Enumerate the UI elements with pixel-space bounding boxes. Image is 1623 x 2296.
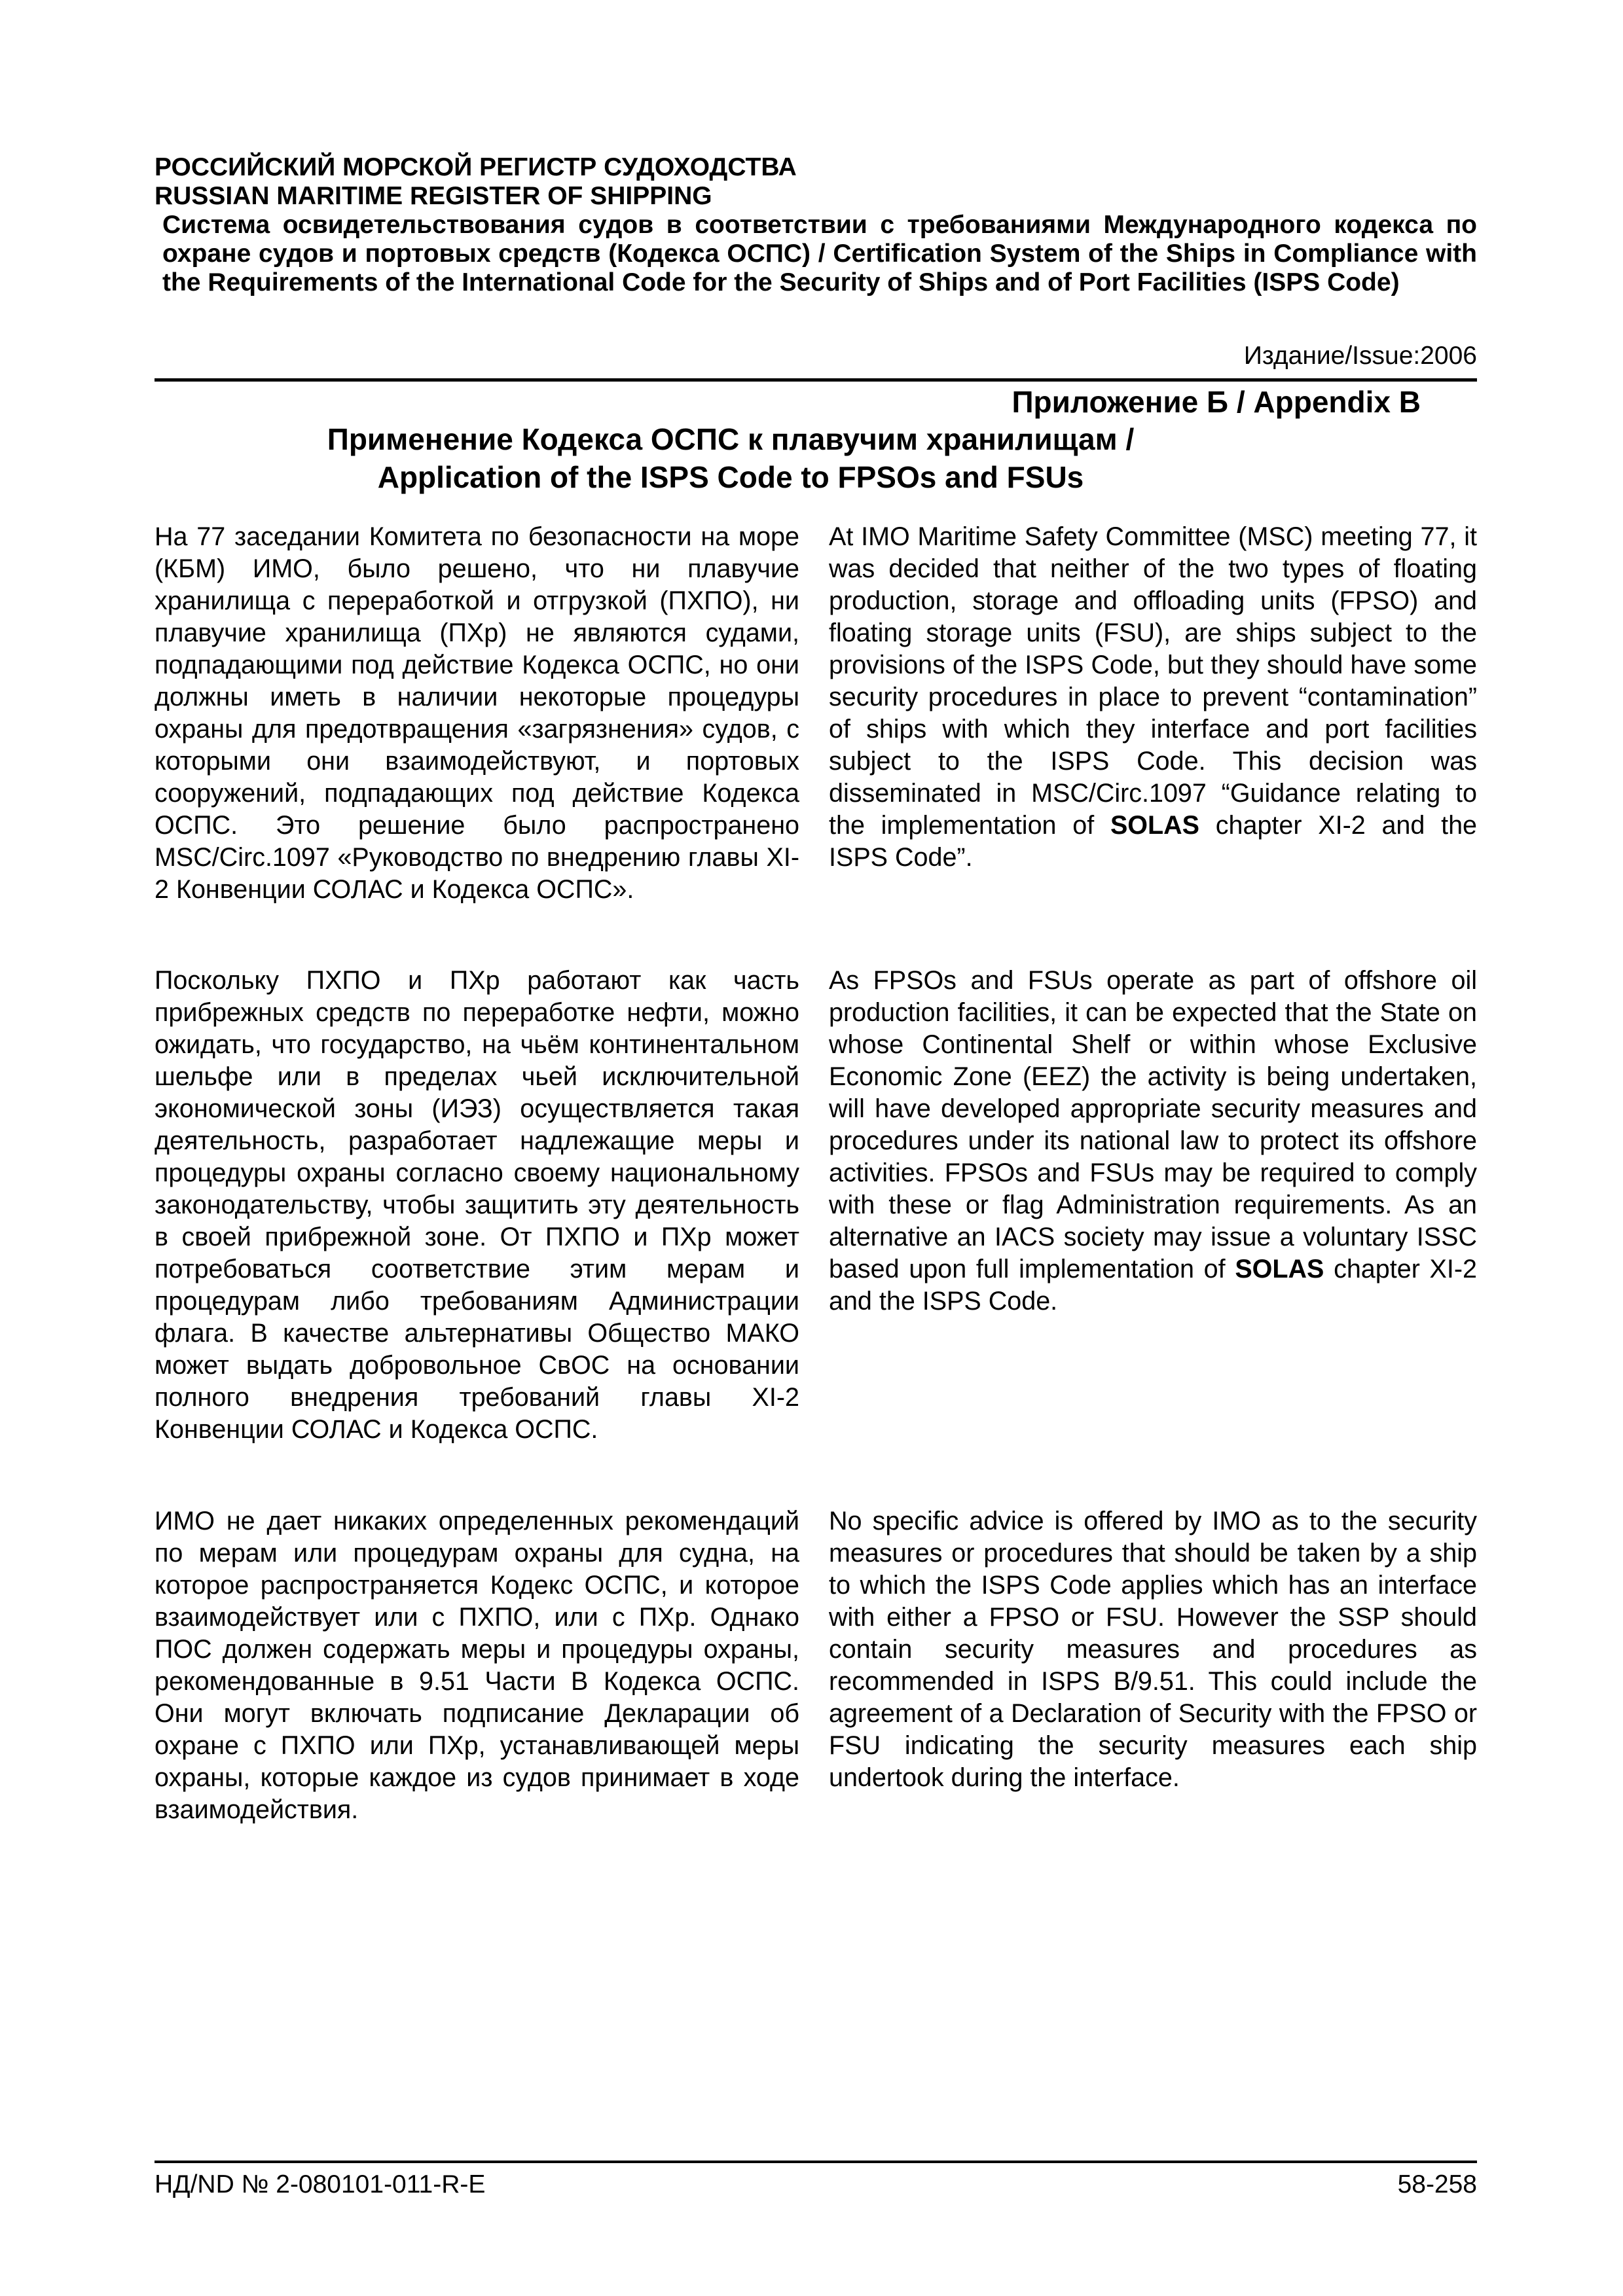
section-title-line-2: Application of the ISPS Code to FPSOs and FSUs [377,460,1084,494]
en-paragraph-2-text-a: As FPSOs and FSUs operate as part of offshore oil production facilities, it can be expected that the State on whose Continental Shelf or within whose Exclusive Economic Zone (EEZ) the activity is being undertaken, will have developed appropriate security measures and procedures under its national law to protect its offshore activities. FPSOs and FSUs may be required to comply with these or flag Administration requirements. As an alternative an IACS society may issue a voluntary ISSC based upon full implementation of [829,966,1477,1283]
ru-paragraph-3: ИМО не дает никаких определенных рекомендаций по мерам или процедурам охраны для судна, на которое распространяется Кодекс ОСПС, и которое взаимодействует или с ПХПО, или с ПХр. Однако ПОС должен содержать меры и процедуры охраны, рекомендованные в 9.51 Части В Кодекса ОСПС. Они могут включать подписание Декларации об охране с ПХПО или ПХр, устанавливающей меры охраны, которые каждое из судов принимает в ходе взаимодействия. [155,1507,799,1824]
footer-divider [155,2161,1477,2163]
document-number: НД/ND № 2-080101-011-R-E [155,2170,486,2198]
en-paragraph-1-text-b: chapter XI-2 and the ISPS Code”. [829,811,1478,872]
system-title: Система освидетельствования судов в соответствии с требованиями Международного кодекса по охране судов и портовых средств (Кодекса ОСПС) / Certification System of the Ships in Compliance with the Requirements of the International Code for the Security of Ships and of Port Facilities (ISPS Code) [162,211,1477,296]
solas-bold-1: SOLAS [1110,811,1200,840]
en-paragraph-1 [829,521,1477,874]
org-name-en: RUSSIAN MARITIME REGISTER OF SHIPPING [155,182,712,210]
document-header [155,153,1477,297]
header-divider [155,378,1477,382]
ru-paragraph-2: Поскольку ПХПО и ПХр работают как часть прибрежных средств по переработке нефти, можно ожидать, что государство, на чьём континентальном шельфе или в пределах чьей исключительной экономической зоны (ИЭЗ) осуществляется такая деятельность, разработает надлежащие меры и процедуры охраны согласно своему национальному законодательству, чтобы защитить эту деятельность в своей прибрежной зоне. От ПХПО и ПХр может потребоваться соответствие этим мерам и процедурам либо требованиям Администрации флага. В качестве альтернативы Общество МАКО может выдать добровольное СвОС на основании полного внедрения требований главы XI-2 Конвенции СОЛАС и Кодекса ОСПС. [155,966,799,1444]
appendix-label: Приложение Б / Appendix B [1012,385,1421,419]
document-page [155,0,1477,2296]
issue-label: Издание/Issue:2006 [1243,342,1477,370]
en-paragraph-2-text-b: chapter XI-2 and the ISPS Code. [829,1255,1477,1316]
section-title [155,420,1477,496]
en-paragraph-3: No specific advice is offered by IMO as to the security measures or procedures that should be taken by a ship to which the ISPS Code applies which has an interface with either a FPSO or FSU. However the SSP should contain security measures and procedures as recommended in ISPS B/9.51. This could include the agreement of a Declaration of Security with the FPSO or FSU indicating the security measures each ship undertook during the interface. [829,1507,1477,1792]
solas-bold-2: SOLAS [1235,1255,1324,1283]
en-paragraph-2 [829,965,1477,1318]
org-name-ru: РОССИЙСКИЙ МОРСКОЙ РЕГИСТР СУДОХОДСТВА [155,153,797,181]
section-title-line-1: Применение Кодекса ОСПС к плавучим хранилищам / [327,422,1135,456]
ru-paragraph-1: На 77 заседании Комитета по безопасности на море (КБМ) ИМО, было решено, что ни плавучие хранилища с переработкой и отгрузкой (ПХПО), ни плавучие хранилища (ПХр) не являются судами, подпадающими под действие Кодекса ОСПС, но они должны иметь в наличии некоторые процедуры охраны для предотвращения «загрязнения» судов, с которыми они взаимодействуют, и портовых сооружений, подпадающих под действие Кодекса ОСПС. Это решение было распространено MSC/Circ.1097 «Руководство по внедрению главы XI-2 Конвенции СОЛАС и Кодекса ОСПС». [155,522,799,904]
page-number: 58-258 [1397,2170,1477,2198]
en-paragraph-1-text-a: At IMO Maritime Safety Committee (MSC) meeting 77, it was decided that neither of the two types of floating production, storage and offloading units (FPSO) and floating storage units (FSU), are ships subject to the provisions of the ISPS Code, but they should have some security procedures in place to prevent “contamination” of ships with which they interface and port facilities subject to the ISPS Code. This decision was disseminated in MSC/Circ.1097 “Guidance relating to the implementation of [829,522,1477,840]
